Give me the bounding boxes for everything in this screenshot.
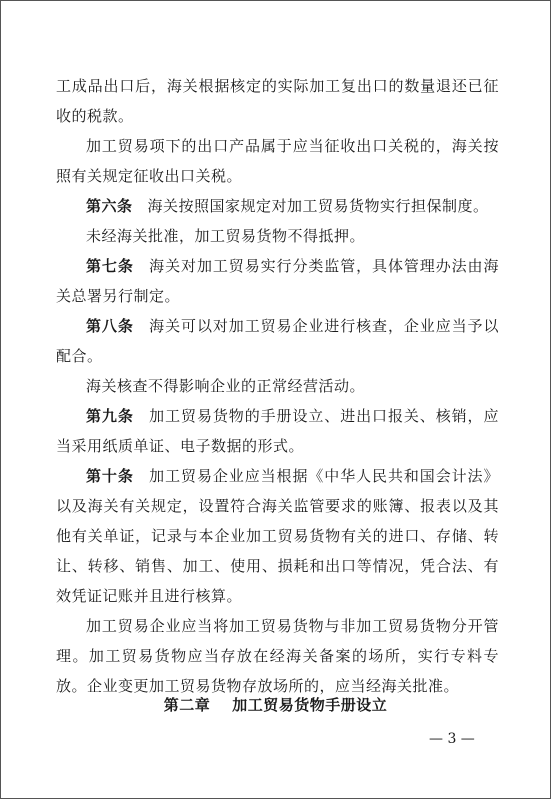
article-number: 第十条 <box>86 467 134 485</box>
article-paragraph <box>56 191 499 221</box>
article-number: 第七条 <box>86 257 134 275</box>
article-number: 第九条 <box>86 407 134 425</box>
article-paragraph <box>56 311 499 371</box>
paragraph-text: 未经海关批准，加工贸易货物不得抵押。 <box>86 227 366 245</box>
article-number: 第六条 <box>86 197 133 215</box>
page-number: — 3 — <box>429 731 475 747</box>
paragraph-text: 加工贸易货物的手册设立、进出口报关、核销，应当采用纸质单证、电子数据的形式。 <box>56 407 499 455</box>
paragraph <box>56 371 499 401</box>
paragraph-text: 加工贸易企业应当根据《中华人民共和国会计法》以及海关有关规定，设置符合海关监管要求的账簿、报表以及其他有关单证，记录与本企业加工贸易货物有关的进口、存储、转让、转移、销售、加工、使用、损耗和出口等情况，凭合法、有效凭证记账并且进行核算。 <box>56 467 499 605</box>
article-paragraph <box>56 461 499 611</box>
paragraph-text: 工成品出口后，海关根据核定的实际加工复出口的数量退还已征收的税款。 <box>56 77 499 125</box>
body-text <box>56 71 499 701</box>
article-paragraph <box>56 401 499 461</box>
paragraph <box>56 221 499 251</box>
paragraph-text: 海关核查不得影响企业的正常经营活动。 <box>86 377 366 395</box>
paragraph-text: 海关对加工贸易实行分类监管，具体管理办法由海关总署另行制定。 <box>56 257 499 305</box>
paragraph-text: 海关按照国家规定对加工贸易货物实行担保制度。 <box>147 197 489 215</box>
paragraph-text: 海关可以对加工贸易企业进行核查，企业应当予以配合。 <box>56 317 499 365</box>
paragraph <box>56 131 499 191</box>
paragraph <box>56 611 499 701</box>
paragraph-text: 加工贸易企业应当将加工贸易货物与非加工贸易货物分开管理。加工贸易货物应当存放在经海关备案的场所，实行专料专放。企业变更加工贸易货物存放场所的，应当经海关批准。 <box>56 617 499 695</box>
chapter-heading <box>1 690 550 720</box>
paragraph <box>56 71 499 131</box>
paragraph-text: 加工贸易项下的出口产品属于应当征收出口关税的，海关按照有关规定征收出口关税。 <box>56 137 499 185</box>
article-paragraph <box>56 251 499 311</box>
chapter-title: 加工贸易货物手册设立 <box>232 696 388 714</box>
chapter-number: 第二章 <box>163 696 211 714</box>
article-number: 第八条 <box>86 317 134 335</box>
